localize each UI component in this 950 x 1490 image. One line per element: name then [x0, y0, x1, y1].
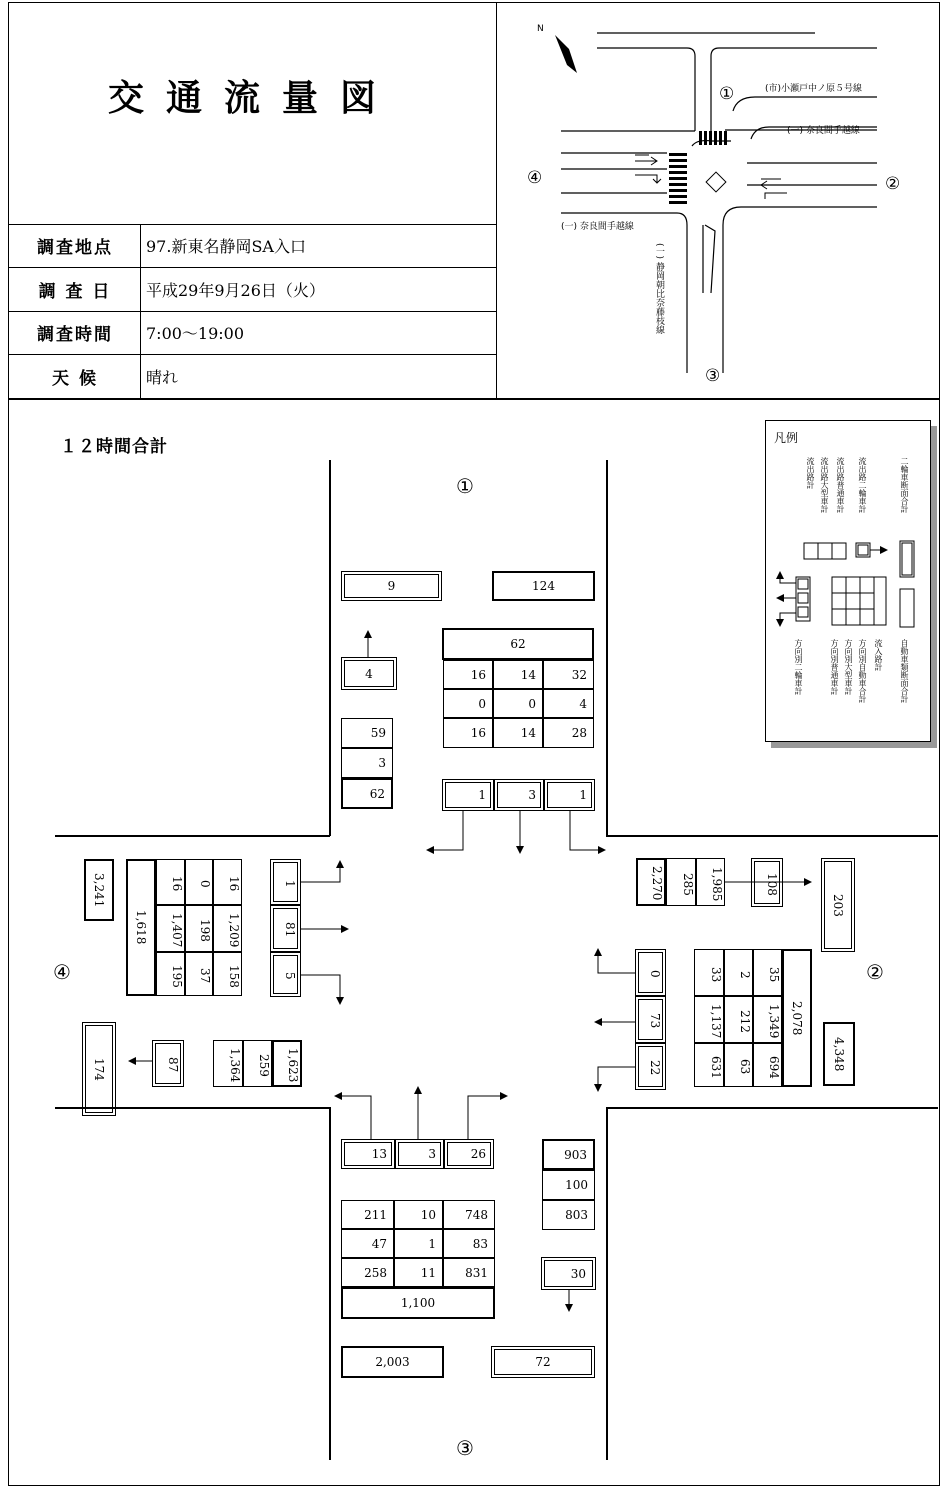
a2-grid-cell: 35: [753, 949, 782, 996]
a2-outflow-large: 285: [666, 858, 696, 906]
a3-grid-cell: 211: [341, 1200, 394, 1229]
road-name-2: (一) 奈良間手越線: [787, 126, 860, 136]
a4-auto-section: 3,241: [84, 859, 114, 921]
a2-grid-cell: 212: [724, 996, 753, 1043]
a1-grid-cell: 0: [443, 689, 493, 718]
map-label-1: ①: [719, 84, 735, 104]
a3-grid-cell: 748: [443, 1200, 495, 1229]
a4-dir-bike: 1: [270, 859, 301, 905]
date-label: 調 査 日: [38, 281, 112, 302]
road-name-3: (一) 静岡朝比奈藤枝線: [654, 243, 664, 334]
legend-label: 自動車類断面合計: [900, 639, 909, 703]
a1-auto-section: 124: [492, 571, 595, 601]
a4-grid-cell: 0: [185, 859, 213, 905]
location-value: 97.新東名静岡SA入口: [146, 237, 306, 256]
a3-grid-cell: 258: [341, 1258, 394, 1287]
a3-dir-bike: 3: [395, 1139, 444, 1169]
a1-outflow-large: 59: [341, 718, 393, 748]
a2-inflow-total: 2,078: [782, 949, 812, 1087]
a3-dir-bike: 13: [341, 1139, 395, 1169]
road-name-4: (一) 奈良間手越線: [561, 222, 634, 232]
a2-outflow-total: 2,270: [636, 858, 666, 906]
page-title: 交通流量図: [107, 78, 398, 119]
a2-grid-cell: 33: [694, 949, 724, 996]
a2-grid-cell: 1,137: [694, 996, 724, 1043]
a1-outflow-bike: 4: [341, 657, 397, 690]
a2-dir-bike: 73: [635, 996, 666, 1043]
a2-grid-cell: 1,349: [753, 996, 782, 1043]
a2-dir-bike: 22: [635, 1043, 666, 1090]
a2-outflow-bike: 108: [751, 858, 783, 907]
a1-grid-cell: 16: [443, 718, 493, 748]
a3-outflow-bike: 30: [541, 1257, 596, 1290]
weather-label: 天 候: [52, 368, 98, 389]
a1-grid-cell: 4: [543, 689, 594, 718]
a2-auto-section: 4,348: [823, 1022, 855, 1086]
a2-grid-cell: 631: [694, 1043, 724, 1087]
a1-grid-cell: 28: [543, 718, 594, 748]
legend-label: 流入路計: [874, 639, 883, 671]
a4-bike-section: 174: [82, 1022, 116, 1116]
legend-label: 流出路計: [806, 457, 815, 489]
a3-outflow-total: 903: [542, 1139, 595, 1170]
a3-outflow-large: 100: [542, 1170, 595, 1200]
a4-grid-cell: 158: [213, 952, 242, 996]
time-value: 7:00〜19:00: [146, 324, 245, 343]
a1-grid-cell: 14: [493, 718, 543, 748]
a4-grid-cell: 16: [213, 859, 242, 905]
location-label: 調査地点: [37, 238, 113, 258]
a1-outflow-total: 62: [341, 778, 393, 809]
diagram-heading: １２時間合計: [60, 437, 168, 457]
a1-grid-cell: 16: [443, 660, 493, 689]
a1-outflow-normal: 3: [341, 748, 393, 778]
a4-grid-cell: 1,209: [213, 905, 242, 952]
a3-grid-cell: 1: [394, 1229, 443, 1258]
a3-auto-section: 2,003: [341, 1346, 444, 1378]
legend-label: 方向別大型車計: [844, 639, 853, 695]
a4-outflow-bike: 87: [152, 1040, 184, 1087]
a1-dir-bike: 1: [442, 779, 494, 811]
a3-bike-section: 72: [491, 1346, 595, 1378]
legend-label: 方向別普通車計: [830, 639, 839, 695]
a4-outflow-total: 1,623: [272, 1040, 302, 1087]
road-name-1: (市)小瀬戸中ノ原５号線: [765, 84, 863, 94]
a4-grid-cell: 198: [185, 905, 213, 952]
a4-outflow-normal: 1,364: [213, 1040, 243, 1087]
map-label-3: ③: [705, 366, 721, 386]
a1-grid-cell: 32: [543, 660, 594, 689]
a3-grid-cell: 83: [443, 1229, 495, 1258]
a4-grid-cell: 195: [156, 952, 185, 996]
a3-outflow-normal: 803: [542, 1200, 595, 1230]
legend-label: 流出路大型車計: [820, 457, 829, 513]
a3-grid-cell: 10: [394, 1200, 443, 1229]
compass-label: N: [537, 24, 544, 34]
approach-label-1: ①: [456, 474, 474, 498]
approach-label-4: ④: [53, 960, 71, 984]
legend: [765, 420, 931, 742]
legend-label: 方向別自動車合計: [858, 639, 867, 703]
date-value: 平成29年9月26日（火）: [146, 280, 325, 300]
legend-label: 流出路普通車計: [836, 457, 845, 513]
a4-inflow-total: 1,618: [126, 859, 156, 996]
map-label-2: ②: [885, 174, 901, 194]
a3-grid-cell: 11: [394, 1258, 443, 1287]
a3-inflow-total: 1,100: [341, 1287, 495, 1319]
weather-value: 晴れ: [146, 367, 179, 387]
a2-bike-section: 203: [821, 858, 855, 952]
a1-dir-bike: 3: [494, 779, 544, 811]
a3-grid-cell: 831: [443, 1258, 495, 1287]
a3-dir-bike: 26: [444, 1139, 494, 1169]
time-label: 調査時間: [37, 325, 113, 345]
a1-bike-section: 9: [341, 571, 442, 601]
approach-label-2: ②: [866, 960, 884, 984]
a3-grid-cell: 47: [341, 1229, 394, 1258]
a2-outflow-normal: 1,985: [696, 858, 725, 906]
a1-inflow-total: 62: [442, 628, 594, 660]
a1-grid-cell: 0: [493, 689, 543, 718]
a4-outflow-large: 259: [243, 1040, 272, 1087]
legend-label: 方向別二輪車計: [794, 639, 803, 695]
legend-label: 二輪車断面合計: [900, 457, 909, 513]
a4-grid-cell: 16: [156, 859, 185, 905]
a2-grid-cell: 2: [724, 949, 753, 996]
a1-dir-bike: 1: [544, 779, 595, 811]
approach-label-3: ③: [456, 1436, 474, 1460]
a4-grid-cell: 1,407: [156, 905, 185, 952]
legend-title: 凡例: [774, 431, 799, 445]
a1-grid-cell: 14: [493, 660, 543, 689]
legend-label: 流出路二輪車計: [858, 457, 867, 513]
a4-dir-bike: 81: [270, 905, 301, 952]
map-label-4: ④: [527, 168, 543, 188]
a2-grid-cell: 694: [753, 1043, 782, 1087]
a2-dir-bike: 0: [635, 949, 666, 996]
a4-grid-cell: 37: [185, 952, 213, 996]
a2-grid-cell: 63: [724, 1043, 753, 1087]
a4-dir-bike: 5: [270, 952, 301, 997]
